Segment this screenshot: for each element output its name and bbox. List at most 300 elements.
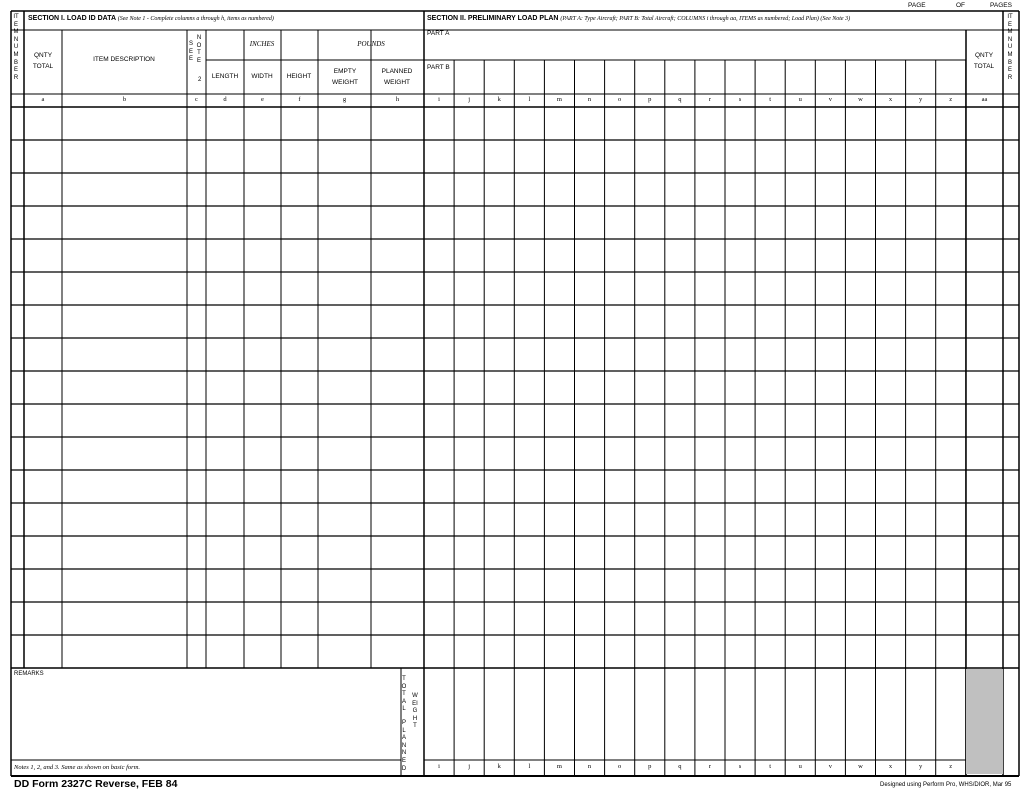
- table-cell[interactable]: [635, 602, 665, 635]
- table-cell[interactable]: [785, 635, 815, 668]
- table-cell[interactable]: [24, 272, 62, 305]
- table-cell[interactable]: [484, 371, 514, 404]
- table-cell[interactable]: [1003, 239, 1019, 272]
- table-cell[interactable]: [665, 239, 695, 272]
- table-cell[interactable]: [424, 470, 454, 503]
- table-cell[interactable]: [484, 107, 514, 140]
- table-cell[interactable]: [1003, 173, 1019, 206]
- table-cell[interactable]: [371, 107, 424, 140]
- table-cell[interactable]: [906, 338, 936, 371]
- table-cell[interactable]: [187, 437, 206, 470]
- table-cell[interactable]: [815, 206, 845, 239]
- table-cell[interactable]: [484, 272, 514, 305]
- table-cell[interactable]: [1003, 635, 1019, 668]
- table-cell[interactable]: [244, 470, 281, 503]
- table-cell[interactable]: [62, 305, 187, 338]
- table-cell[interactable]: [514, 569, 544, 602]
- table-cell[interactable]: [544, 239, 574, 272]
- table-cell[interactable]: [424, 206, 454, 239]
- table-cell[interactable]: [187, 140, 206, 173]
- table-cell[interactable]: [635, 305, 665, 338]
- table-cell[interactable]: [318, 602, 371, 635]
- table-cell[interactable]: [371, 239, 424, 272]
- table-cell[interactable]: [815, 239, 845, 272]
- table-cell[interactable]: [424, 173, 454, 206]
- table-cell[interactable]: [281, 305, 318, 338]
- table-cell[interactable]: [906, 206, 936, 239]
- table-cell[interactable]: [906, 569, 936, 602]
- table-cell[interactable]: [244, 437, 281, 470]
- table-cell[interactable]: [725, 239, 755, 272]
- table-cell[interactable]: [755, 536, 785, 569]
- table-cell[interactable]: [785, 470, 815, 503]
- table-cell[interactable]: [484, 305, 514, 338]
- table-cell[interactable]: [544, 437, 574, 470]
- table-cell[interactable]: [605, 470, 635, 503]
- table-cell[interactable]: [876, 602, 906, 635]
- table-cell[interactable]: [906, 503, 936, 536]
- table-cell[interactable]: [966, 569, 1003, 602]
- total-weight-cell[interactable]: [544, 668, 574, 760]
- total-weight-cell[interactable]: [815, 668, 845, 760]
- table-cell[interactable]: [206, 536, 244, 569]
- table-cell[interactable]: [454, 239, 484, 272]
- table-cell[interactable]: [755, 602, 785, 635]
- table-cell[interactable]: [785, 107, 815, 140]
- table-cell[interactable]: [665, 272, 695, 305]
- table-cell[interactable]: [605, 338, 635, 371]
- table-cell[interactable]: [454, 305, 484, 338]
- table-cell[interactable]: [635, 503, 665, 536]
- table-cell[interactable]: [244, 272, 281, 305]
- table-cell[interactable]: [206, 602, 244, 635]
- table-cell[interactable]: [635, 404, 665, 437]
- table-cell[interactable]: [11, 107, 24, 140]
- table-cell[interactable]: [906, 404, 936, 437]
- table-cell[interactable]: [575, 305, 605, 338]
- table-cell[interactable]: [966, 404, 1003, 437]
- table-cell[interactable]: [575, 437, 605, 470]
- table-cell[interactable]: [815, 437, 845, 470]
- table-cell[interactable]: [575, 140, 605, 173]
- table-cell[interactable]: [24, 536, 62, 569]
- table-cell[interactable]: [845, 602, 875, 635]
- table-cell[interactable]: [544, 272, 574, 305]
- table-cell[interactable]: [1003, 536, 1019, 569]
- table-cell[interactable]: [11, 173, 24, 206]
- table-cell[interactable]: [206, 305, 244, 338]
- table-cell[interactable]: [371, 371, 424, 404]
- table-cell[interactable]: [725, 173, 755, 206]
- table-cell[interactable]: [514, 338, 544, 371]
- table-cell[interactable]: [244, 404, 281, 437]
- table-cell[interactable]: [11, 437, 24, 470]
- table-cell[interactable]: [514, 536, 544, 569]
- table-cell[interactable]: [605, 140, 635, 173]
- table-cell[interactable]: [244, 602, 281, 635]
- table-cell[interactable]: [695, 536, 725, 569]
- table-cell[interactable]: [544, 140, 574, 173]
- table-cell[interactable]: [755, 305, 785, 338]
- table-cell[interactable]: [424, 239, 454, 272]
- table-cell[interactable]: [424, 569, 454, 602]
- table-cell[interactable]: [605, 602, 635, 635]
- table-cell[interactable]: [281, 173, 318, 206]
- table-cell[interactable]: [725, 503, 755, 536]
- table-cell[interactable]: [906, 305, 936, 338]
- table-cell[interactable]: [876, 404, 906, 437]
- table-cell[interactable]: [187, 206, 206, 239]
- table-cell[interactable]: [514, 107, 544, 140]
- table-cell[interactable]: [484, 140, 514, 173]
- table-cell[interactable]: [876, 140, 906, 173]
- table-cell[interactable]: [484, 470, 514, 503]
- table-cell[interactable]: [845, 371, 875, 404]
- table-cell[interactable]: [244, 635, 281, 668]
- table-cell[interactable]: [371, 272, 424, 305]
- table-cell[interactable]: [876, 635, 906, 668]
- table-cell[interactable]: [906, 272, 936, 305]
- table-cell[interactable]: [635, 371, 665, 404]
- table-cell[interactable]: [845, 206, 875, 239]
- table-cell[interactable]: [318, 536, 371, 569]
- table-cell[interactable]: [845, 536, 875, 569]
- table-cell[interactable]: [206, 371, 244, 404]
- table-cell[interactable]: [936, 536, 966, 569]
- table-cell[interactable]: [62, 107, 187, 140]
- table-cell[interactable]: [24, 173, 62, 206]
- table-cell[interactable]: [454, 140, 484, 173]
- table-cell[interactable]: [544, 536, 574, 569]
- table-cell[interactable]: [371, 437, 424, 470]
- table-cell[interactable]: [24, 569, 62, 602]
- table-cell[interactable]: [936, 503, 966, 536]
- table-cell[interactable]: [454, 338, 484, 371]
- table-cell[interactable]: [318, 503, 371, 536]
- table-cell[interactable]: [725, 470, 755, 503]
- table-cell[interactable]: [665, 371, 695, 404]
- table-cell[interactable]: [966, 272, 1003, 305]
- table-cell[interactable]: [1003, 107, 1019, 140]
- table-cell[interactable]: [454, 272, 484, 305]
- table-cell[interactable]: [281, 338, 318, 371]
- table-cell[interactable]: [484, 437, 514, 470]
- table-cell[interactable]: [206, 635, 244, 668]
- table-cell[interactable]: [785, 371, 815, 404]
- table-cell[interactable]: [11, 503, 24, 536]
- table-cell[interactable]: [514, 173, 544, 206]
- table-cell[interactable]: [755, 371, 785, 404]
- table-cell[interactable]: [281, 503, 318, 536]
- table-cell[interactable]: [424, 602, 454, 635]
- table-cell[interactable]: [906, 536, 936, 569]
- table-cell[interactable]: [187, 602, 206, 635]
- table-cell[interactable]: [936, 305, 966, 338]
- table-cell[interactable]: [665, 404, 695, 437]
- table-cell[interactable]: [906, 107, 936, 140]
- table-cell[interactable]: [187, 371, 206, 404]
- table-cell[interactable]: [62, 272, 187, 305]
- table-cell[interactable]: [544, 602, 574, 635]
- table-cell[interactable]: [966, 536, 1003, 569]
- table-cell[interactable]: [665, 437, 695, 470]
- table-cell[interactable]: [454, 635, 484, 668]
- table-cell[interactable]: [815, 635, 845, 668]
- table-cell[interactable]: [815, 404, 845, 437]
- table-cell[interactable]: [635, 635, 665, 668]
- table-cell[interactable]: [187, 173, 206, 206]
- table-cell[interactable]: [244, 371, 281, 404]
- table-cell[interactable]: [936, 107, 966, 140]
- table-cell[interactable]: [876, 305, 906, 338]
- table-cell[interactable]: [845, 503, 875, 536]
- table-cell[interactable]: [845, 272, 875, 305]
- table-cell[interactable]: [454, 404, 484, 437]
- table-cell[interactable]: [11, 305, 24, 338]
- table-cell[interactable]: [575, 569, 605, 602]
- table-cell[interactable]: [1003, 206, 1019, 239]
- table-cell[interactable]: [785, 206, 815, 239]
- table-cell[interactable]: [484, 602, 514, 635]
- table-cell[interactable]: [318, 206, 371, 239]
- table-cell[interactable]: [11, 569, 24, 602]
- table-cell[interactable]: [966, 107, 1003, 140]
- table-cell[interactable]: [605, 569, 635, 602]
- table-cell[interactable]: [371, 404, 424, 437]
- table-cell[interactable]: [876, 107, 906, 140]
- table-cell[interactable]: [244, 536, 281, 569]
- table-cell[interactable]: [244, 140, 281, 173]
- table-cell[interactable]: [62, 569, 187, 602]
- table-cell[interactable]: [244, 569, 281, 602]
- table-cell[interactable]: [1003, 404, 1019, 437]
- table-cell[interactable]: [575, 371, 605, 404]
- table-cell[interactable]: [514, 305, 544, 338]
- total-weight-cell[interactable]: [575, 668, 605, 760]
- total-weight-cell[interactable]: [635, 668, 665, 760]
- table-cell[interactable]: [815, 173, 845, 206]
- table-cell[interactable]: [906, 437, 936, 470]
- total-weight-cell[interactable]: [605, 668, 635, 760]
- table-cell[interactable]: [371, 635, 424, 668]
- table-cell[interactable]: [876, 173, 906, 206]
- table-cell[interactable]: [514, 503, 544, 536]
- table-cell[interactable]: [371, 602, 424, 635]
- table-cell[interactable]: [725, 404, 755, 437]
- table-cell[interactable]: [785, 140, 815, 173]
- table-cell[interactable]: [484, 635, 514, 668]
- table-cell[interactable]: [695, 404, 725, 437]
- table-cell[interactable]: [544, 173, 574, 206]
- table-cell[interactable]: [605, 107, 635, 140]
- table-cell[interactable]: [755, 503, 785, 536]
- table-cell[interactable]: [845, 635, 875, 668]
- remarks-field[interactable]: [12, 669, 401, 760]
- table-cell[interactable]: [845, 470, 875, 503]
- table-cell[interactable]: [281, 107, 318, 140]
- table-cell[interactable]: [695, 470, 725, 503]
- table-cell[interactable]: [725, 602, 755, 635]
- table-cell[interactable]: [605, 305, 635, 338]
- table-cell[interactable]: [785, 239, 815, 272]
- table-cell[interactable]: [281, 404, 318, 437]
- table-cell[interactable]: [544, 503, 574, 536]
- table-cell[interactable]: [665, 173, 695, 206]
- table-cell[interactable]: [11, 272, 24, 305]
- table-cell[interactable]: [936, 437, 966, 470]
- table-cell[interactable]: [845, 338, 875, 371]
- table-cell[interactable]: [845, 404, 875, 437]
- table-cell[interactable]: [1003, 569, 1019, 602]
- table-cell[interactable]: [815, 569, 845, 602]
- table-cell[interactable]: [635, 569, 665, 602]
- table-cell[interactable]: [544, 371, 574, 404]
- table-cell[interactable]: [187, 470, 206, 503]
- table-cell[interactable]: [62, 140, 187, 173]
- table-cell[interactable]: [24, 371, 62, 404]
- total-weight-cell[interactable]: [785, 668, 815, 760]
- table-cell[interactable]: [906, 239, 936, 272]
- table-cell[interactable]: [755, 470, 785, 503]
- table-cell[interactable]: [281, 602, 318, 635]
- table-cell[interactable]: [514, 602, 544, 635]
- table-cell[interactable]: [906, 602, 936, 635]
- table-cell[interactable]: [845, 140, 875, 173]
- table-cell[interactable]: [966, 371, 1003, 404]
- table-cell[interactable]: [11, 470, 24, 503]
- table-cell[interactable]: [454, 206, 484, 239]
- table-cell[interactable]: [371, 173, 424, 206]
- table-cell[interactable]: [936, 173, 966, 206]
- table-cell[interactable]: [605, 404, 635, 437]
- table-cell[interactable]: [635, 173, 665, 206]
- table-cell[interactable]: [454, 536, 484, 569]
- table-cell[interactable]: [24, 305, 62, 338]
- table-cell[interactable]: [24, 635, 62, 668]
- table-cell[interactable]: [62, 404, 187, 437]
- table-cell[interactable]: [514, 470, 544, 503]
- table-cell[interactable]: [695, 338, 725, 371]
- table-cell[interactable]: [845, 173, 875, 206]
- total-weight-cell[interactable]: [695, 668, 725, 760]
- table-cell[interactable]: [484, 569, 514, 602]
- table-cell[interactable]: [665, 305, 695, 338]
- table-cell[interactable]: [845, 239, 875, 272]
- table-cell[interactable]: [876, 503, 906, 536]
- table-cell[interactable]: [936, 470, 966, 503]
- total-weight-cell[interactable]: [665, 668, 695, 760]
- table-cell[interactable]: [24, 404, 62, 437]
- table-cell[interactable]: [906, 371, 936, 404]
- table-cell[interactable]: [936, 206, 966, 239]
- table-cell[interactable]: [665, 470, 695, 503]
- table-cell[interactable]: [575, 239, 605, 272]
- table-cell[interactable]: [206, 140, 244, 173]
- table-cell[interactable]: [815, 371, 845, 404]
- table-cell[interactable]: [605, 437, 635, 470]
- table-cell[interactable]: [62, 503, 187, 536]
- table-cell[interactable]: [785, 173, 815, 206]
- table-cell[interactable]: [665, 569, 695, 602]
- table-cell[interactable]: [11, 602, 24, 635]
- table-cell[interactable]: [514, 437, 544, 470]
- table-cell[interactable]: [281, 470, 318, 503]
- table-cell[interactable]: [605, 503, 635, 536]
- table-cell[interactable]: [371, 206, 424, 239]
- table-cell[interactable]: [1003, 437, 1019, 470]
- table-cell[interactable]: [62, 173, 187, 206]
- table-cell[interactable]: [318, 635, 371, 668]
- table-cell[interactable]: [635, 239, 665, 272]
- table-cell[interactable]: [1003, 602, 1019, 635]
- table-cell[interactable]: [876, 239, 906, 272]
- table-cell[interactable]: [206, 470, 244, 503]
- total-weight-cell[interactable]: [725, 668, 755, 760]
- total-weight-cell[interactable]: [514, 668, 544, 760]
- table-cell[interactable]: [785, 569, 815, 602]
- table-cell[interactable]: [281, 437, 318, 470]
- table-cell[interactable]: [635, 470, 665, 503]
- table-cell[interactable]: [24, 107, 62, 140]
- table-cell[interactable]: [514, 371, 544, 404]
- table-cell[interactable]: [371, 470, 424, 503]
- table-cell[interactable]: [575, 404, 605, 437]
- table-cell[interactable]: [906, 470, 936, 503]
- table-cell[interactable]: [318, 338, 371, 371]
- table-cell[interactable]: [635, 107, 665, 140]
- table-cell[interactable]: [484, 239, 514, 272]
- table-cell[interactable]: [876, 470, 906, 503]
- table-cell[interactable]: [755, 173, 785, 206]
- table-cell[interactable]: [206, 173, 244, 206]
- table-cell[interactable]: [936, 569, 966, 602]
- table-cell[interactable]: [424, 338, 454, 371]
- table-cell[interactable]: [1003, 470, 1019, 503]
- table-cell[interactable]: [665, 503, 695, 536]
- table-cell[interactable]: [206, 404, 244, 437]
- table-cell[interactable]: [11, 635, 24, 668]
- table-cell[interactable]: [424, 536, 454, 569]
- table-cell[interactable]: [424, 140, 454, 173]
- table-cell[interactable]: [845, 107, 875, 140]
- table-cell[interactable]: [876, 437, 906, 470]
- table-cell[interactable]: [845, 437, 875, 470]
- table-cell[interactable]: [605, 173, 635, 206]
- table-cell[interactable]: [635, 338, 665, 371]
- table-cell[interactable]: [544, 338, 574, 371]
- table-cell[interactable]: [575, 635, 605, 668]
- table-cell[interactable]: [815, 272, 845, 305]
- table-cell[interactable]: [725, 437, 755, 470]
- table-cell[interactable]: [454, 107, 484, 140]
- table-cell[interactable]: [514, 404, 544, 437]
- table-cell[interactable]: [695, 371, 725, 404]
- table-cell[interactable]: [966, 173, 1003, 206]
- table-cell[interactable]: [244, 206, 281, 239]
- table-cell[interactable]: [1003, 272, 1019, 305]
- table-cell[interactable]: [24, 338, 62, 371]
- table-cell[interactable]: [24, 602, 62, 635]
- total-weight-cell[interactable]: [454, 668, 484, 760]
- table-cell[interactable]: [424, 371, 454, 404]
- table-cell[interactable]: [187, 569, 206, 602]
- table-cell[interactable]: [966, 635, 1003, 668]
- table-cell[interactable]: [206, 206, 244, 239]
- table-cell[interactable]: [206, 503, 244, 536]
- table-cell[interactable]: [484, 173, 514, 206]
- table-cell[interactable]: [575, 470, 605, 503]
- table-cell[interactable]: [695, 635, 725, 668]
